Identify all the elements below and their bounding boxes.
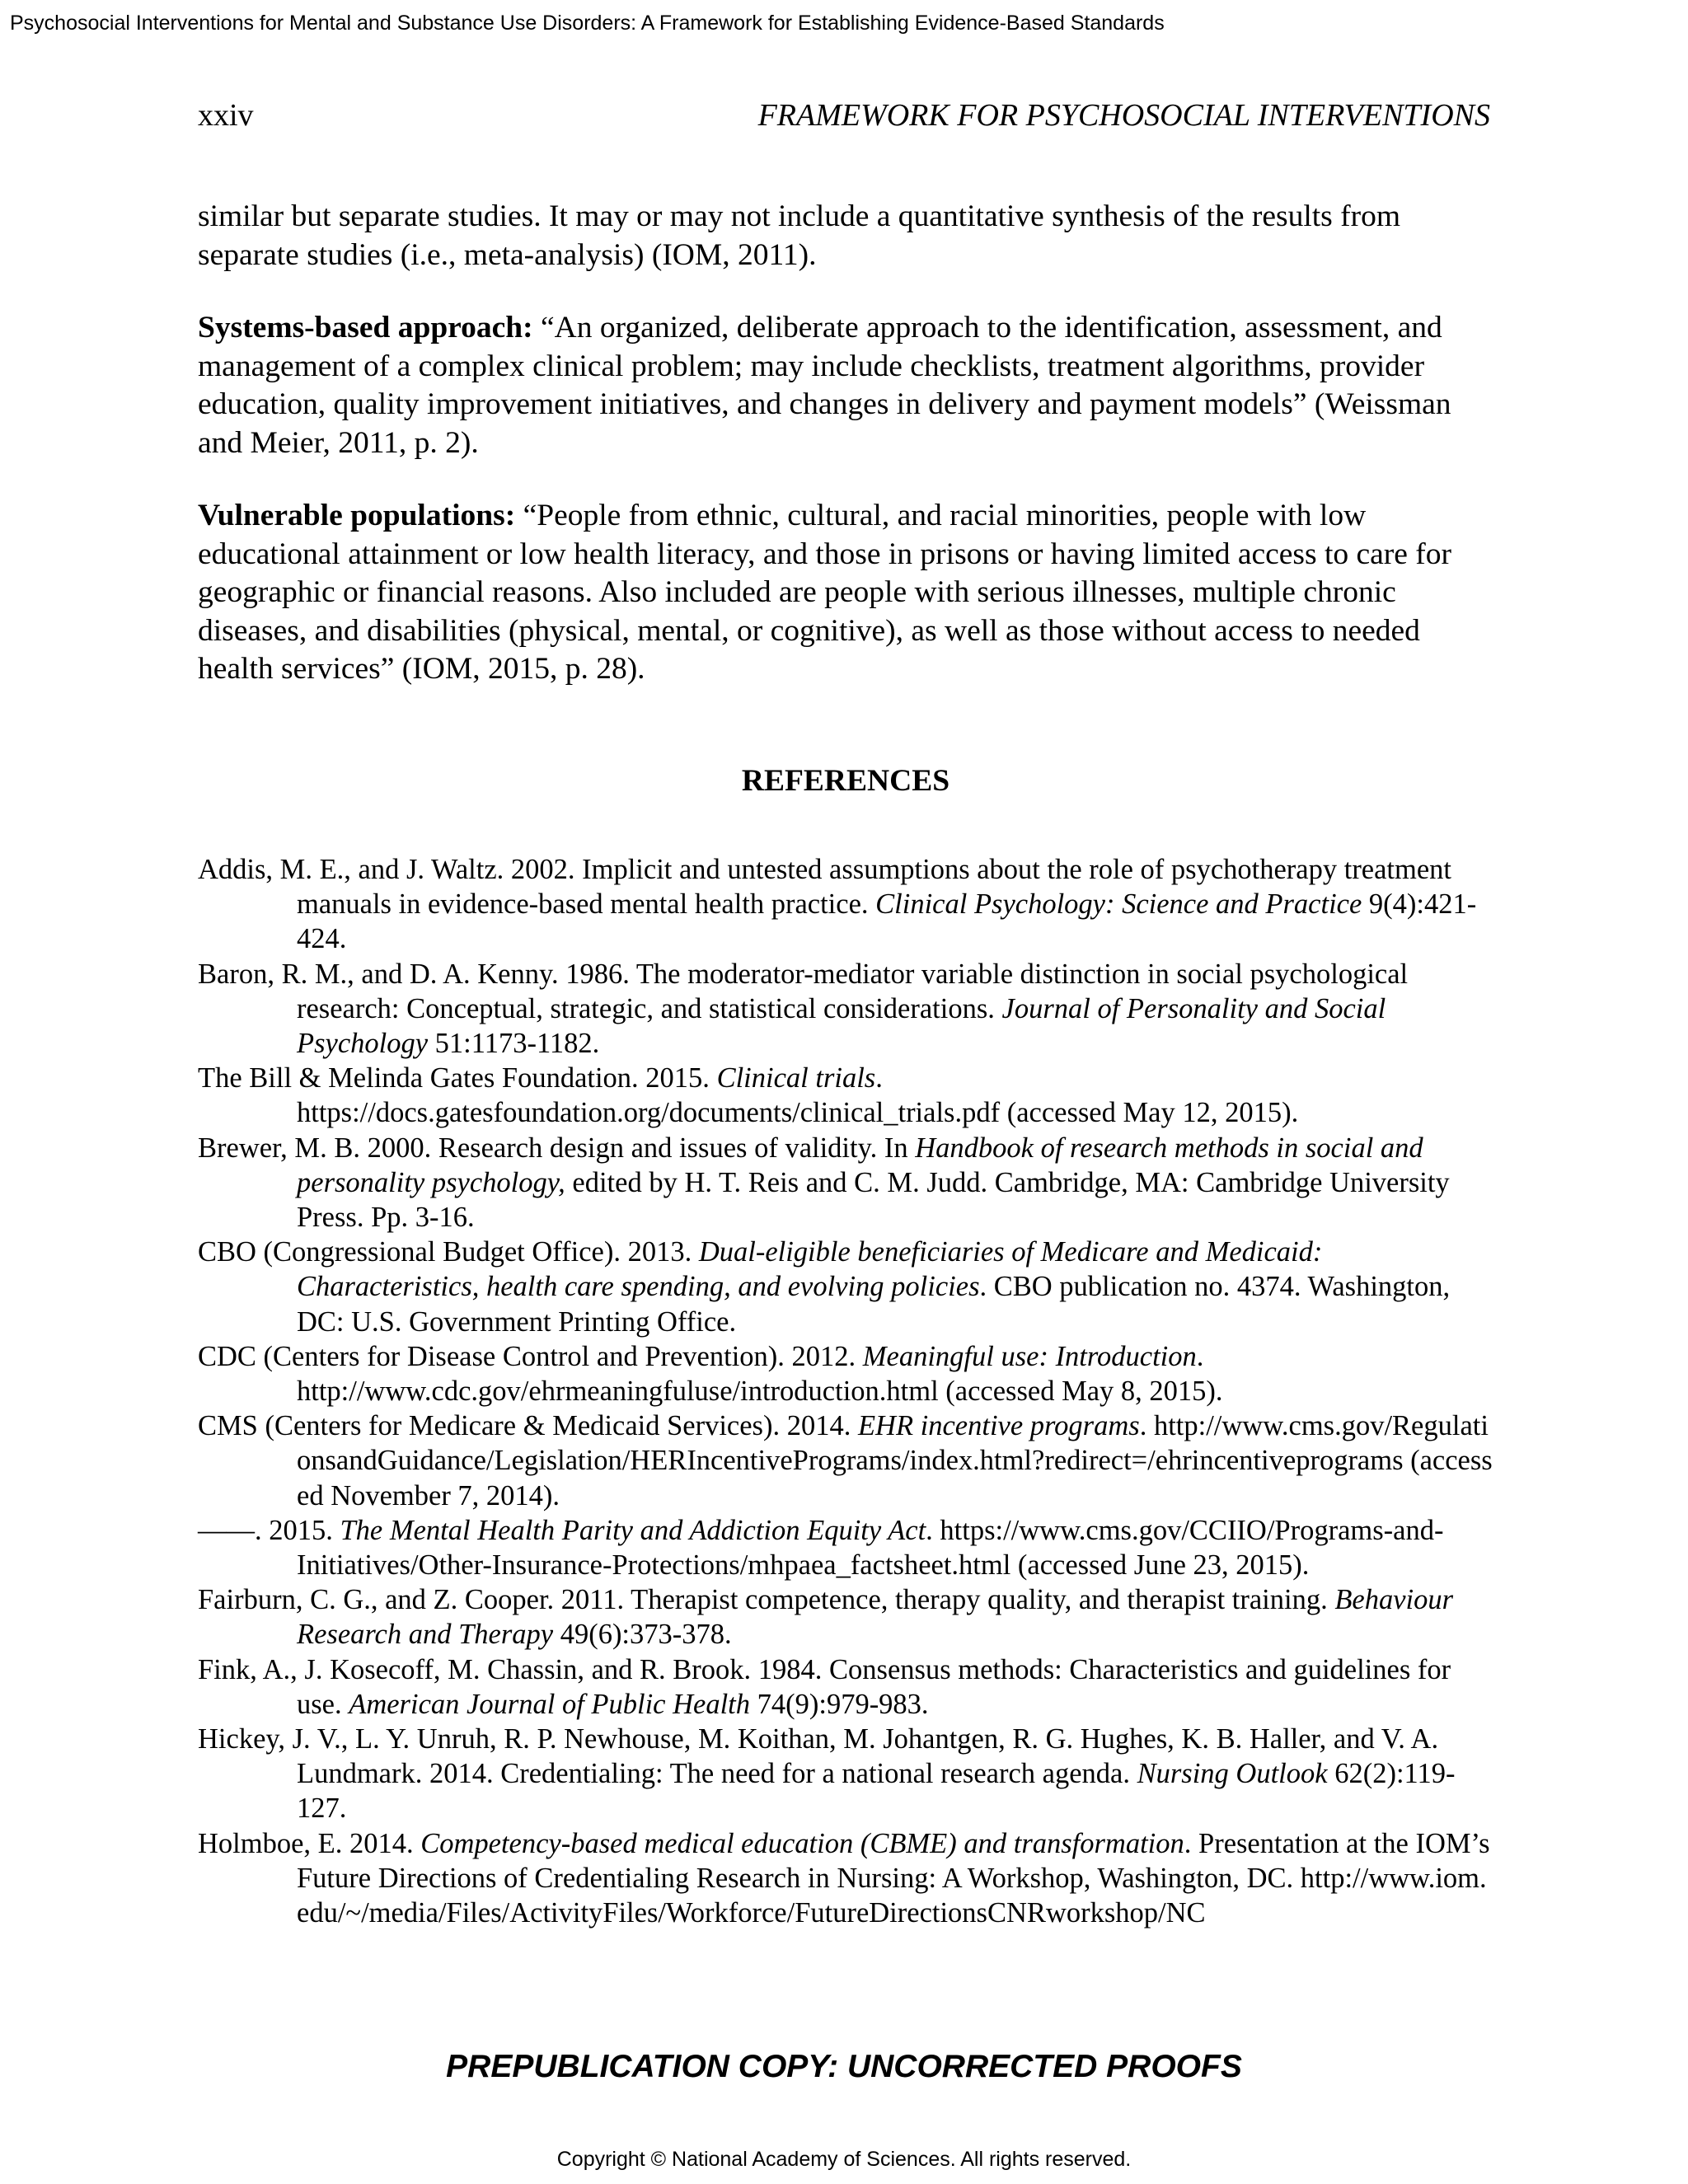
copyright-notice: Copyright © National Academy of Sciences. All rights reserved.: [556, 2148, 1132, 2171]
reference-entry: CMS (Centers for Medicare & Medicaid Services). 2014. EHR incentive programs. http://www.cms.gov/RegulationsandGuidance/Legislation/HERIncentivePrograms/index.html?redirect=/ehrincentiveprograms (accessed November 7, 2014).: [198, 1410, 1493, 1511]
glossary-term: Systems-based approach:: [198, 311, 533, 344]
reference-entry: CDC (Centers for Disease Control and Prevention). 2012. Meaningful use: Introduction. http://www.cdc.gov/ehrmeaningfuluse/introduction.html (accessed May 8, 2015).: [198, 1340, 1223, 1408]
reference-entry: Holmboe, E. 2014. Competency-based medical education (CBME) and transformation. Presentation at the IOM’s Future Directions of Credentialing Research in Nursing: A Workshop, Washington, DC. http://www.iom.edu/~/media/Files/ActivityFiles/Workforce/FutureDirectionsCNRworkshop/NC: [198, 1827, 1490, 1929]
reference-entry: Brewer, M. B. 2000. Research design and issues of validity. In Handbook of research methods in social and personality psychology, edited by H. T. Reis and C. M. Judd. Cambridge, MA: Cambridge University Press. Pp. 3-16.: [198, 1132, 1450, 1234]
prepublication-notice: PREPUBLICATION COPY: UNCORRECTED PROOFS: [446, 2049, 1242, 2084]
references-list: [198, 852, 1493, 1930]
glossary-definition: “People from ethnic, cultural, and racial minorities, people with low educational attainment or low health literacy, and those in prisons or having limited access to care for geographic or financial reasons. Also included are people with serious illnesses, multiple chronic diseases, and disabilities (physical, mental, or cognitive), as well as those without access to needed health services” (IOM, 2015, p. 28).: [198, 499, 1452, 686]
reference-entry: ——. 2015. The Mental Health Parity and Addiction Equity Act. https://www.cms.gov/CCIIO/Programs-and-Initiatives/Other-Insurance-Protections/mhpaea_factsheet.html (accessed June 23, 2015).: [198, 1514, 1444, 1582]
reference-entry: Fairburn, C. G., and Z. Cooper. 2011. Therapist competence, therapy quality, and therapist training. Behaviour Research and Therapy 49(6):373-378.: [198, 1584, 1454, 1651]
reference-entry: CBO (Congressional Budget Office). 2013. Dual-eligible beneficiaries of Medicare and Medicaid: Characteristics, health care spending, and evolving policies. CBO publication no. 4374. Washington, DC: U.S. Government Printing Office.: [198, 1236, 1451, 1338]
glossary-term: Vulnerable populations:: [198, 499, 516, 532]
document-source-banner: Psychosocial Interventions for Mental and Substance Use Disorders: A Framework for Establishing Evidence-Based Standards: [10, 12, 1165, 35]
running-header: [198, 97, 1490, 137]
glossary-entry-systems-based-approach: [198, 309, 1493, 462]
reference-entry: Hickey, J. V., L. Y. Unruh, R. P. Newhouse, M. Koithan, M. Johantgen, R. G. Hughes, K. B. Haller, and V. A. Lundmark. 2014. Credentialing: The need for a national research agenda. Nursing Outlook 62(2):119-127.: [198, 1723, 1456, 1825]
glossary-entry-vulnerable-populations: [198, 497, 1493, 689]
glossary-definition: “An organized, deliberate approach to the identification, assessment, and management of a complex clinical problem; may include checklists, treatment algorithms, provider education, quality improvement initiatives, and changes in delivery and payment models” (Weissman and Meier, 2011, p. 2).: [198, 311, 1451, 460]
glossary-body: [198, 198, 1493, 689]
running-title: FRAMEWORK FOR PSYCHOSOCIAL INTERVENTIONS: [757, 98, 1490, 133]
glossary-continuation-paragraph: similar but separate studies. It may or may not include a quantitative synthesis of the results from separate studies (i.e., meta-analysis) (IOM, 2011).: [198, 199, 1401, 272]
reference-entry: Addis, M. E., and J. Waltz. 2002. Implicit and untested assumptions about the role of psychotherapy treatment manuals in evidence-based mental health practice. Clinical Psychology: Science and Practice 9(4):421-424.: [198, 854, 1477, 955]
reference-entry: Baron, R. M., and D. A. Kenny. 1986. The moderator-mediator variable distinction in social psychological research: Conceptual, strategic, and statistical considerations. Journal of Personality and Social Psychology 51:1173-1182.: [198, 958, 1409, 1060]
reference-entry: The Bill & Melinda Gates Foundation. 2015. Clinical trials. https://docs.gatesfoundation.org/documents/clinical_trials.pdf (accessed May 12, 2015).: [198, 1062, 1299, 1129]
page-number: xxiv: [198, 98, 254, 133]
reference-entry: Fink, A., J. Kosecoff, M. Chassin, and R. Brook. 1984. Consensus methods: Characteristics and guidelines for use. American Journal of Public Health 74(9):979-983.: [198, 1653, 1451, 1720]
references-heading: REFERENCES: [741, 764, 950, 798]
